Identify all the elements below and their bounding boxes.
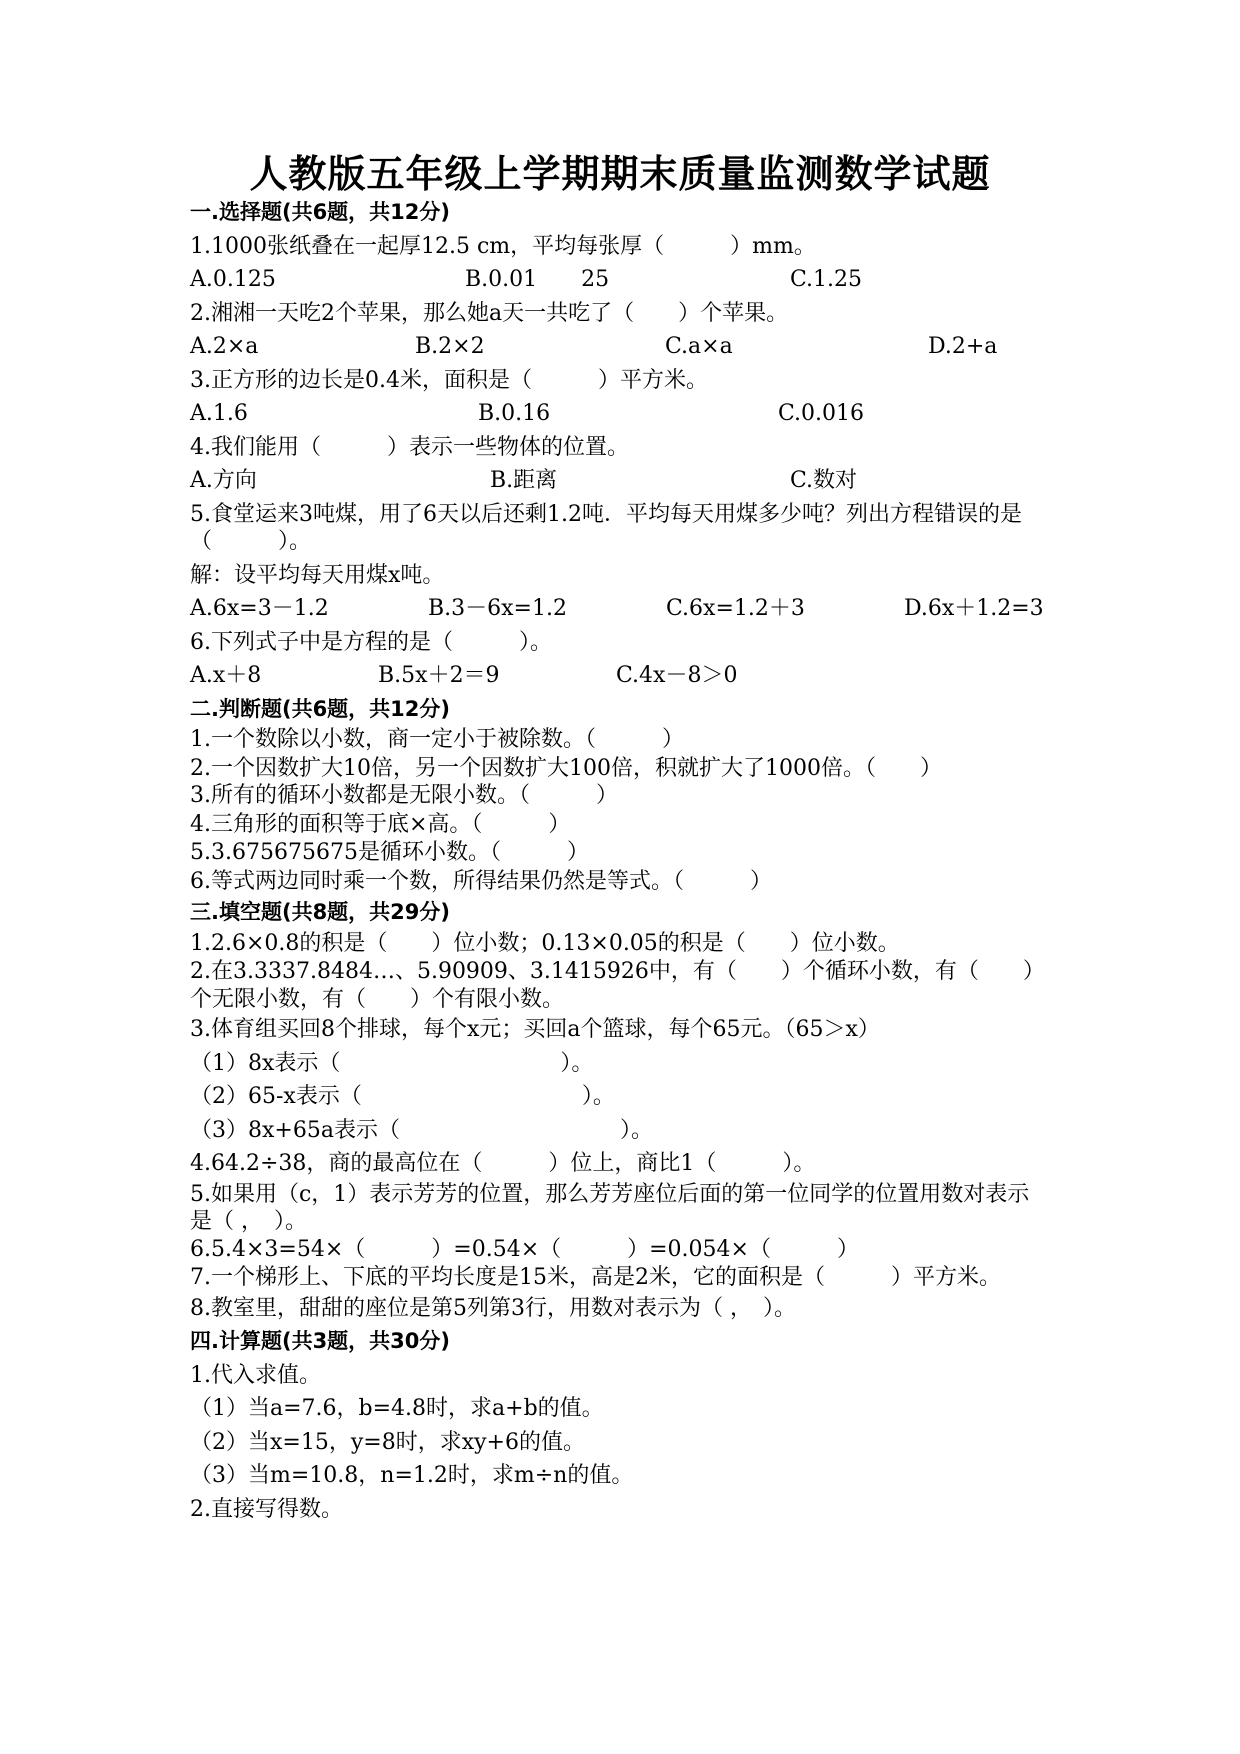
options-row — [190, 263, 1050, 297]
question-text: 1.1000张纸叠在一起厚12.5 cm，平均每张厚（ ）mm。 — [190, 233, 816, 259]
option: A.方向 — [190, 468, 257, 493]
option: A.2×a — [190, 334, 259, 359]
option: B.3－6x=1.2 — [428, 596, 567, 621]
options-row — [190, 464, 1050, 498]
section-heading-fill: 三.填空题(共8题，共29分) — [190, 900, 451, 924]
page-title: 人教版五年级上学期期末质量监测数学试题 — [249, 152, 991, 196]
sub-question: （3）8x+65a表示（ ）。 — [190, 1117, 653, 1143]
question-text: 2.一个因数扩大10倍，另一个因数扩大100倍，积就扩大了1000倍。（ ） — [190, 755, 942, 781]
section-heading-calc: 四.计算题(共3题，共30分) — [190, 1329, 451, 1353]
question-text: 2.在3.3337.8484…、5.90909、3.1415926中，有（ ）个循环小数，有（ ）个无限小数，有（ ）个有限小数。 — [190, 959, 1045, 1012]
option: C.6x=1.2＋3 — [666, 596, 805, 621]
question-text: 6.等式两边同时乘一个数，所得结果仍然是等式。（ ） — [190, 868, 772, 894]
option: C.1.25 — [790, 267, 863, 292]
sub-question: （2）65-x表示（ ）。 — [190, 1084, 615, 1109]
option: C.4x－8＞0 — [616, 663, 738, 688]
option: D.6x＋1.2=3 — [904, 596, 1044, 621]
option: B.0.01 25 — [465, 267, 610, 292]
question-text: 4.64.2÷38，商的最高位在（ ）位上，商比1（ ）。 — [190, 1151, 816, 1176]
exam-content — [190, 196, 1050, 1526]
sub-question: （2）当x=15，y=8时，求xy+6的值。 — [190, 1429, 585, 1455]
option: C.0.016 — [778, 401, 865, 426]
question-text: 1.代入求值。 — [190, 1362, 321, 1388]
options-row — [190, 397, 1050, 431]
question-text: 3.正方形的边长是0.4米，面积是（ ）平方米。 — [190, 367, 708, 393]
options-row — [190, 330, 1050, 364]
question-text: 6.5.4×3=54×（ ）=0.54×（ ）=0.054×（ ） — [190, 1236, 859, 1262]
option: C.数对 — [790, 468, 858, 493]
option: B.5x＋2＝9 — [378, 663, 500, 688]
question-text: 3.体育组买回8个排球，每个x元；买回a个篮球，每个65元。（65＞x） — [190, 1017, 880, 1042]
question-text: 5.3.675675675是循环小数。（ ） — [190, 840, 589, 865]
question-text: 4.三角形的面积等于底×高。（ ） — [190, 811, 571, 837]
question-text: 8.教室里，甜甜的座位是第5列第3行，用数对表示为（ ， ）。 — [190, 1295, 796, 1321]
option: A.x＋8 — [190, 663, 262, 688]
question-text: 6.下列式子中是方程的是（ ）。 — [190, 629, 552, 655]
option: A.6x=3－1.2 — [190, 596, 329, 621]
section-heading-choice: 一.选择题(共6题，共12分) — [190, 200, 451, 224]
question-text: 5.食堂运来3吨煤，用了6天以后还剩1.2吨．平均每天用煤多少吨？列出方程错误的是（ ）。 — [190, 501, 1022, 554]
option: C.a×a — [665, 334, 733, 359]
option: A.1.6 — [190, 401, 248, 426]
question-text: 2.直接写得数。 — [190, 1496, 343, 1522]
sub-question: （1）8x表示（ ）。 — [190, 1050, 594, 1076]
question-text: 1.一个数除以小数，商一定小于被除数。（ ） — [190, 727, 684, 752]
option: B.2×2 — [415, 334, 485, 359]
option: B.距离 — [490, 468, 558, 493]
options-row — [190, 592, 1050, 626]
question-note: 解：设平均每天用煤x吨。 — [190, 562, 445, 588]
question-text: 4.我们能用（ ）表示一些物体的位置。 — [190, 434, 629, 460]
sub-question: （1）当a=7.6，b=4.8时，求a+b的值。 — [190, 1396, 604, 1421]
question-text: 3.所有的循环小数都是无限小数。（ ） — [190, 783, 618, 808]
options-row — [190, 659, 1050, 693]
question-text: 5.如果用（c，1）表示芳芳的位置，那么芳芳座位后面的第一位同学的位置用数对表示是（ ， ）。 — [190, 1181, 1030, 1234]
option: B.0.16 — [478, 401, 551, 426]
option: D.2+a — [928, 334, 998, 359]
section-heading-judge: 二.判断题(共6题，共12分) — [190, 696, 451, 721]
sub-question: （3）当m=10.8，n=1.2时，求m÷n的值。 — [190, 1463, 634, 1488]
question-text: 1.2.6×0.8的积是（ ）位小数；0.13×0.05的积是（ ）位小数。 — [190, 930, 900, 956]
question-text: 2.湘湘一天吃2个苹果，那么她a天一共吃了（ ）个苹果。 — [190, 300, 789, 326]
question-text: 7.一个梯形上、下底的平均长度是15米，高是2米，它的面积是（ ）平方米。 — [190, 1265, 1001, 1290]
option: A.0.125 — [190, 267, 276, 292]
